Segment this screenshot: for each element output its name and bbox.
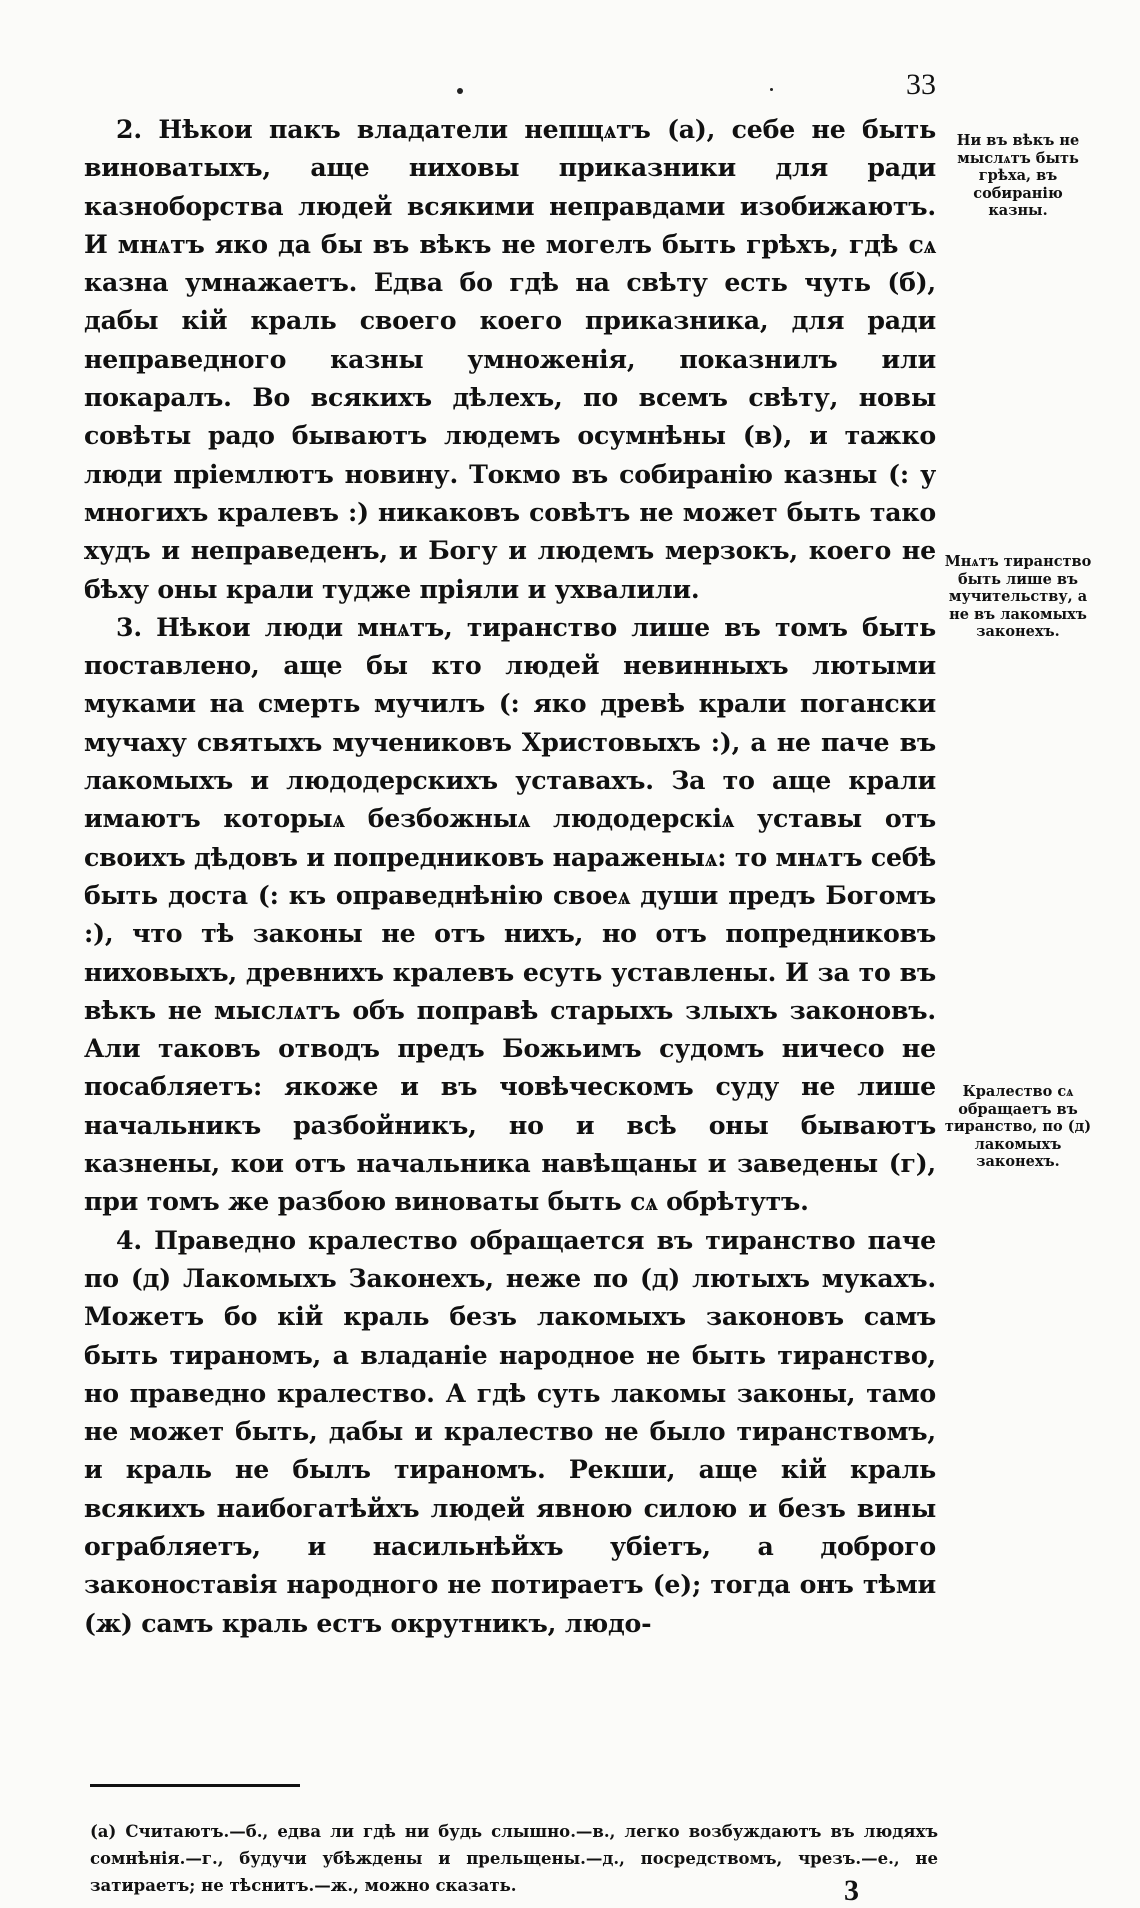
side-note-1: Ни въ вѣкъ не мыслѧтъ быть грѣха, въ собиранію казны. <box>956 132 1080 219</box>
side-note-2: Мнѧтъ тиранство быть лише въ мучительству, а не въ лакомыхъ законехъ. <box>944 553 1092 640</box>
stray-dot-top <box>457 88 463 94</box>
main-text <box>84 110 936 1642</box>
footnote: (а) Считаютъ.—б., едва ли гдѣ ни будь слышно.—в., легко возбуждаютъ въ людяхъ сомнѣнія.—г., будучи убѣждены и прельщены.—д., посредствомъ, чрезъ.—е., не затираетъ; не тѣснитъ.—ж., можно сказать. <box>90 1822 938 1895</box>
stray-dot-bottom <box>770 88 773 91</box>
side-note-3: Кралество сѧ обращаетъ въ тиранство, по (д) лакомыхъ законехъ. <box>944 1083 1092 1170</box>
signature-mark: 3 <box>844 1874 859 1907</box>
page-number: 33 <box>906 68 936 101</box>
paragraph-2: 2. Нѣкои пакъ владатели непщѧтъ (а), себе не быть виноватыхъ, аще ниховы приказники для ради казноборства людей всякими неправдами изобижаютъ. И мнѧтъ яко да бы въ вѣкъ не могелъ быть грѣхъ, гдѣ сѧ казна умнажаетъ. Едва бо гдѣ на свѣту есть чуть (б), дабы кій краль своего коего приказника, для ради неправедного казны умноженія, показнилъ или покаралъ. Во всякихъ дѣлехъ, по всемъ свѣту, новы совѣты радо бываютъ людемъ осумнѣны (в), и тажко люди пріемлютъ новину. Токмо въ собиранію казны (: у многихъ кралевъ :) никаковъ совѣтъ не может быть тако худъ и неправеденъ, и Богу и людемъ мерзокъ, коего не бѣху оны крали тудже пріяли и ухвалили. <box>84 114 936 604</box>
footnote-rule <box>90 1784 300 1787</box>
paragraph-4: 4. Праведно кралество обращается въ тиранство паче по (д) Лакомыхъ Законехъ, неже по (д) лютыхъ мукахъ. Можетъ бо кій краль безъ лакомыхъ законовъ самъ быть тираномъ, а владаніе народное не быть тиранство, но праведно кралество. А гдѣ суть лакомы законы, тамо не может быть, дабы и кралество не было тиранствомъ, и краль не былъ тираномъ. Рекши, аще кій краль всякихъ наибогатѣйхъ людей явною силою и безъ вины ограбляетъ, и насильнѣйхъ убіетъ, а доброго законоставія народного не потираетъ (е); тогда онъ тѣми (ж) самъ краль естъ окрутникъ, людо- <box>84 1224 936 1638</box>
paragraph-3: 3. Нѣкои люди мнѧтъ, тиранство лише въ томъ быть поставлено, аще бы кто людей невинныхъ лютыми муками на смерть мучилъ (: яко древѣ крали погански мучаху святыхъ мучениковъ Христовыхъ :), а не паче въ лакомыхъ и людодерскихъ уставахъ. За то аще крали имаютъ которыѧ безбожныѧ людодерскіѧ уставы отъ своихъ дѣдовъ и попредниковъ нараженыѧ: то мнѧтъ себѣ быть доста (: къ оправеднѣнію своеѧ души предъ Богомъ :), что тѣ законы не отъ нихъ, но отъ попредниковъ ниховыхъ, древнихъ кралевъ есуть уставлены. И за то въ вѣкъ не мыслѧтъ объ поправѣ старыхъ злыхъ законовъ. Али таковъ отводъ предъ Божьимъ судомъ ничесо не посабляетъ: якоже и въ човѣческомъ суду не лише начальникъ разбойникъ, но и всѣ оны бываютъ казнены, кои отъ начальника навѣщаны и заведены (г), при томъ же разбою виноваты быть сѧ обрѣтутъ. <box>84 611 936 1217</box>
